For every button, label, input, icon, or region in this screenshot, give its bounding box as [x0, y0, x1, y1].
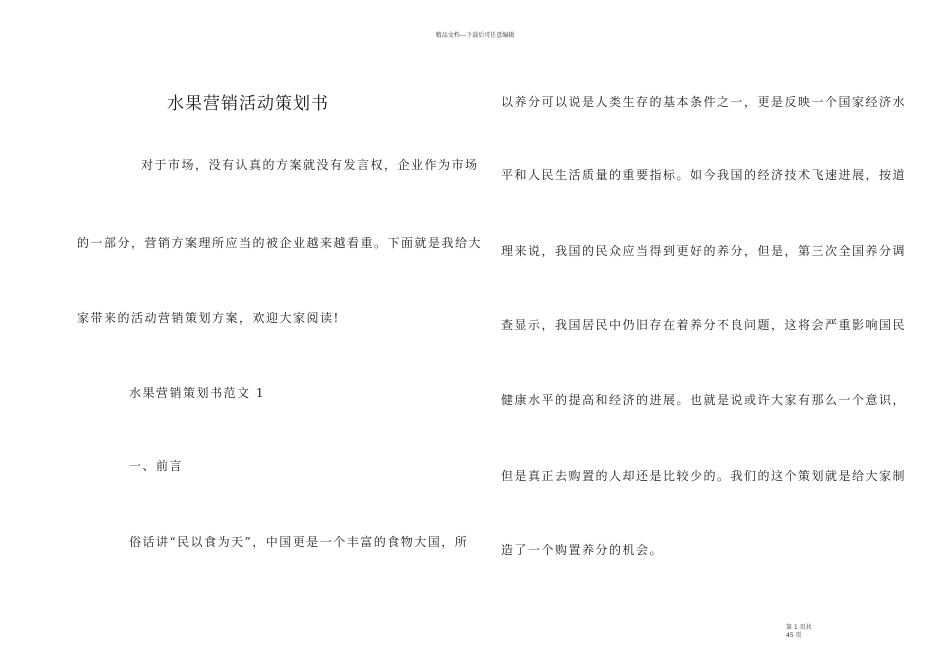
section-heading: 一、前言: [129, 459, 184, 473]
intro-paragraph-line: 对于市场，没有认真的方案就没有发言权，企业作为市场: [141, 158, 479, 172]
intro-paragraph-line: 家带来的活动营销策划方案，欢迎大家阅读!: [77, 311, 340, 325]
sample-heading: 水果营销策划书范文 1: [129, 386, 265, 400]
body-paragraph-line: 造了一个购置养分的机会。: [501, 543, 664, 557]
document-title: 水果营销活动策划书: [167, 94, 329, 114]
document-header-note: 精品文档---下载后可任意编辑: [435, 32, 515, 39]
body-paragraph-line: 俗话讲“民以食为天”，中国更是一个丰富的食物大国，所: [129, 535, 469, 549]
body-paragraph-line: 平和人民生活质量的重要指标。如今我国的经济技术飞速进展，按道: [501, 168, 907, 182]
body-paragraph-line: 以养分可以说是人类生存的基本条件之一，更是反映一个国家经济水: [501, 95, 907, 109]
body-paragraph-line: 健康水平的提高和经济的进展。也就是说或许大家有那么一个意识，: [501, 393, 907, 407]
body-paragraph-line: 理来说，我国的民众应当得到更好的养分，但是，第三次全国养分调: [501, 244, 907, 258]
page-number: 第 1 页共 45 页: [786, 624, 812, 639]
intro-paragraph-line: 的一部分，营销方案理所应当的被企业越来越看重。下面就是我给大: [77, 236, 483, 250]
body-paragraph-line: 但是真正去购置的人却还是比较少的。我们的这个策划就是给大家制: [501, 469, 907, 483]
body-paragraph-line: 查显示，我国居民中仍旧存在着养分不良问题，这将会严重影响国民: [501, 318, 907, 332]
